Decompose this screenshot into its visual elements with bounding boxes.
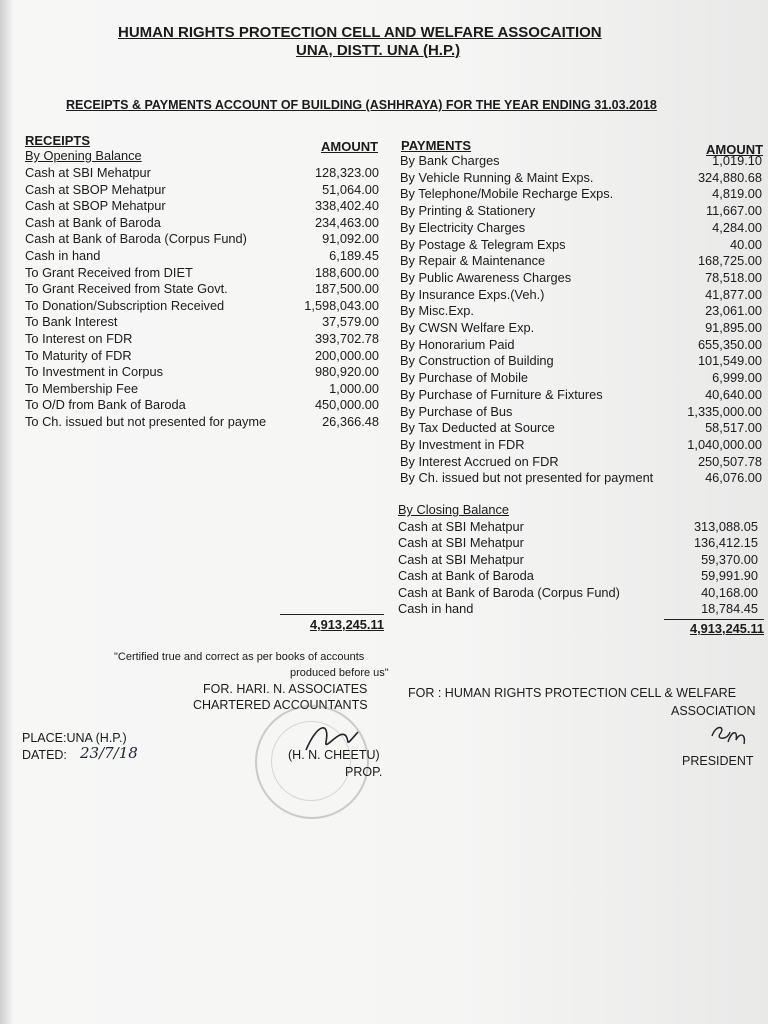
payment-row-label: By Purchase of Furniture & Fixtures [400,386,603,402]
receipt-row-amount: 187,500.00 [314,281,379,297]
payment-row-amount: 101,549.00 [697,353,762,369]
place-field: PLACE:UNA (H.P.) [22,731,127,745]
signatory-name: (H. N. CHEETU) [288,748,380,762]
receipt-row-label: To Grant Received from DIET [25,264,193,280]
payment-row-label: By Postage & Telegram Exps [400,236,566,252]
payments-total-rule-top [664,619,764,620]
payment-row-amount: 78,518.00 [705,269,762,285]
receipt-row-amount: 128,323.00 [314,165,379,180]
receipts-amount-heading: AMOUNT [321,139,379,154]
payment-row-label: By Insurance Exps.(Veh.) [400,286,545,302]
payment-row-amount: 168,725.00 [697,253,762,269]
receipt-row-label: Cash at Bank of Baroda [25,214,161,230]
payment-row-label: By Honorarium Paid [400,336,515,352]
receipt-row-label: To Investment in Corpus [25,364,163,380]
payment-row-label: By Telephone/Mobile Recharge Exps. [400,186,614,202]
receipt-row-label: Cash at Bank of Baroda (Corpus Fund) [25,231,247,247]
receipt-row-label: Cash at SBOP Mehatpur [25,181,166,197]
receipt-row-label: To Maturity of FDR [25,347,132,363]
receipt-row-label: To Interest on FDR [25,331,133,346]
receipt-row-label: To Grant Received from State Govt. [25,281,228,297]
receipt-row-amount: 26,366.48 [322,414,379,429]
payment-row-label: By Printing & Stationery [400,203,536,219]
receipt-row-label: Cash at SBI Mehatpur [25,165,151,180]
payment-row-label: By Interest Accrued on FDR [400,453,559,469]
payment-row-amount: 58,517.00 [705,420,762,436]
receipt-row-label: To Bank Interest [25,314,118,330]
account-title: RECEIPTS & PAYMENTS ACCOUNT OF BUILDING (ASHHRAYA) FOR THE YEAR ENDING 31.03.2018 [66,98,657,112]
firm-name: FOR. HARI. N. ASSOCIATES [203,682,368,696]
payment-row-amount: 4,819.00 [712,186,762,202]
receipt-row-amount: 1,598,043.00 [304,297,379,313]
receipt-row-label: To O/D from Bank of Baroda [25,397,186,413]
closing-row-label: Cash at Bank of Baroda (Corpus Fund) [398,584,620,600]
receipt-row-label: Cash in hand [25,248,101,263]
signatory-role: PROP. [345,765,383,779]
closing-row-amount: 136,412.15 [693,535,758,551]
payments-total: 4,913,245.11 [689,621,764,636]
payment-row-label: By Bank Charges [400,153,500,168]
closing-row-amount: 59,370.00 [701,551,758,567]
payment-row-label: By Misc.Exp. [400,303,474,319]
opening-balance-heading: By Opening Balance [25,148,142,163]
payment-row-label: By Investment in FDR [400,436,525,452]
receipt-row-label: To Donation/Subscription Received [25,297,225,313]
payment-row-label: By Public Awareness Charges [400,269,572,285]
closing-row-label: Cash at SBI Mehatpur [398,519,524,534]
payment-row-label: By Vehicle Running & Maint Exps. [400,169,594,185]
closing-row-amount: 59,991.90 [701,568,758,584]
receipt-row-amount: 37,579.00 [322,314,379,330]
payment-row-label: By Construction of Building [400,353,554,369]
payment-row-amount: 1,019.10 [712,153,762,168]
certification-line-2: produced before us" [290,667,389,679]
closing-row-amount: 313,088.05 [693,519,758,534]
receipt-row-amount: 338,402.40 [314,198,379,214]
receipt-row-amount: 91,092.00 [322,231,379,247]
payment-row-amount: 23,061.00 [705,303,762,319]
closing-row-label: Cash at Bank of Baroda [398,568,534,584]
organization-title: HUMAN RIGHTS PROTECTION CELL AND WELFARE ASSOCAITION [118,24,602,41]
payment-row-amount: 41,877.00 [705,286,762,302]
payments-amount-heading: AMOUNT [706,142,764,157]
payment-row-amount: 91,895.00 [705,320,762,335]
payment-row-amount: 40,640.00 [705,386,762,402]
receipt-row-amount: 188,600.00 [314,264,379,280]
payment-row-amount: 40.00 [729,236,762,252]
closing-row-label: Cash at SBI Mehatpur [398,535,524,551]
receipt-row-amount: 51,064.00 [322,181,379,197]
payment-row-label: By Purchase of Mobile [400,370,529,386]
receipt-row-label: Cash at SBOP Mehatpur [25,198,166,214]
certification-line-1: "Certified true and correct as per books of accounts [114,651,365,663]
closing-balance-heading: By Closing Balance [398,502,509,517]
receipt-row-amount: 200,000.00 [314,347,379,363]
payment-row-label: By Ch. issued but not presented for payment [400,470,654,486]
payment-row-label: By Electricity Charges [400,219,526,235]
payment-row-label: By Repair & Maintenance [400,253,546,269]
receipt-row-amount: 980,920.00 [314,364,379,380]
receipts-total-rule-top [280,614,384,615]
firm-type: CHARTERED ACCOUNTANTS [193,698,368,712]
receipt-row-amount: 1,000.00 [329,380,379,396]
payment-row-label: By Purchase of Bus [400,403,513,419]
dated-value: 23/7/18 [80,744,138,762]
president-label: PRESIDENT [682,754,754,768]
payment-row-amount: 1,335,000.00 [687,403,762,419]
closing-row-label: Cash in hand [398,601,474,616]
dated-label: DATED: [22,748,67,762]
payment-row-amount: 46,076.00 [705,470,762,486]
payment-row-amount: 4,284.00 [712,219,762,235]
payment-row-amount: 6,999.00 [712,370,762,386]
payments-heading: PAYMENTS [401,138,472,153]
receipt-row-amount: 234,463.00 [314,214,379,230]
payment-row-label: By Tax Deducted at Source [400,420,555,436]
payment-row-amount: 655,350.00 [697,336,762,352]
receipt-row-label: To Membership Fee [25,380,139,396]
receipt-row-label: To Ch. issued but not presented for payme [25,414,267,429]
receipt-row-amount: 6,189.45 [329,248,379,263]
association-line-1: FOR : HUMAN RIGHTS PROTECTION CELL & WELFARE [408,686,737,700]
closing-row-amount: 18,784.45 [701,601,758,616]
receipts-total: 4,913,245.11 [309,617,384,632]
payment-row-amount: 1,040,000.00 [687,436,762,452]
receipt-row-amount: 393,702.78 [314,331,379,346]
receipt-row-amount: 450,000.00 [314,397,379,413]
organization-place: UNA, DISTT. UNA (H.P.) [296,42,461,59]
payment-row-amount: 250,507.78 [697,453,762,469]
closing-row-amount: 40,168.00 [701,584,758,600]
association-line-2: ASSOCIATION [671,704,756,718]
president-signature-icon [706,722,750,750]
payment-row-amount: 324,880.68 [697,169,762,185]
closing-row-label: Cash at SBI Mehatpur [398,551,524,567]
payment-row-label: By CWSN Welfare Exp. [400,320,535,335]
receipts-heading: RECEIPTS [25,133,91,148]
payment-row-amount: 11,667.00 [706,203,762,219]
